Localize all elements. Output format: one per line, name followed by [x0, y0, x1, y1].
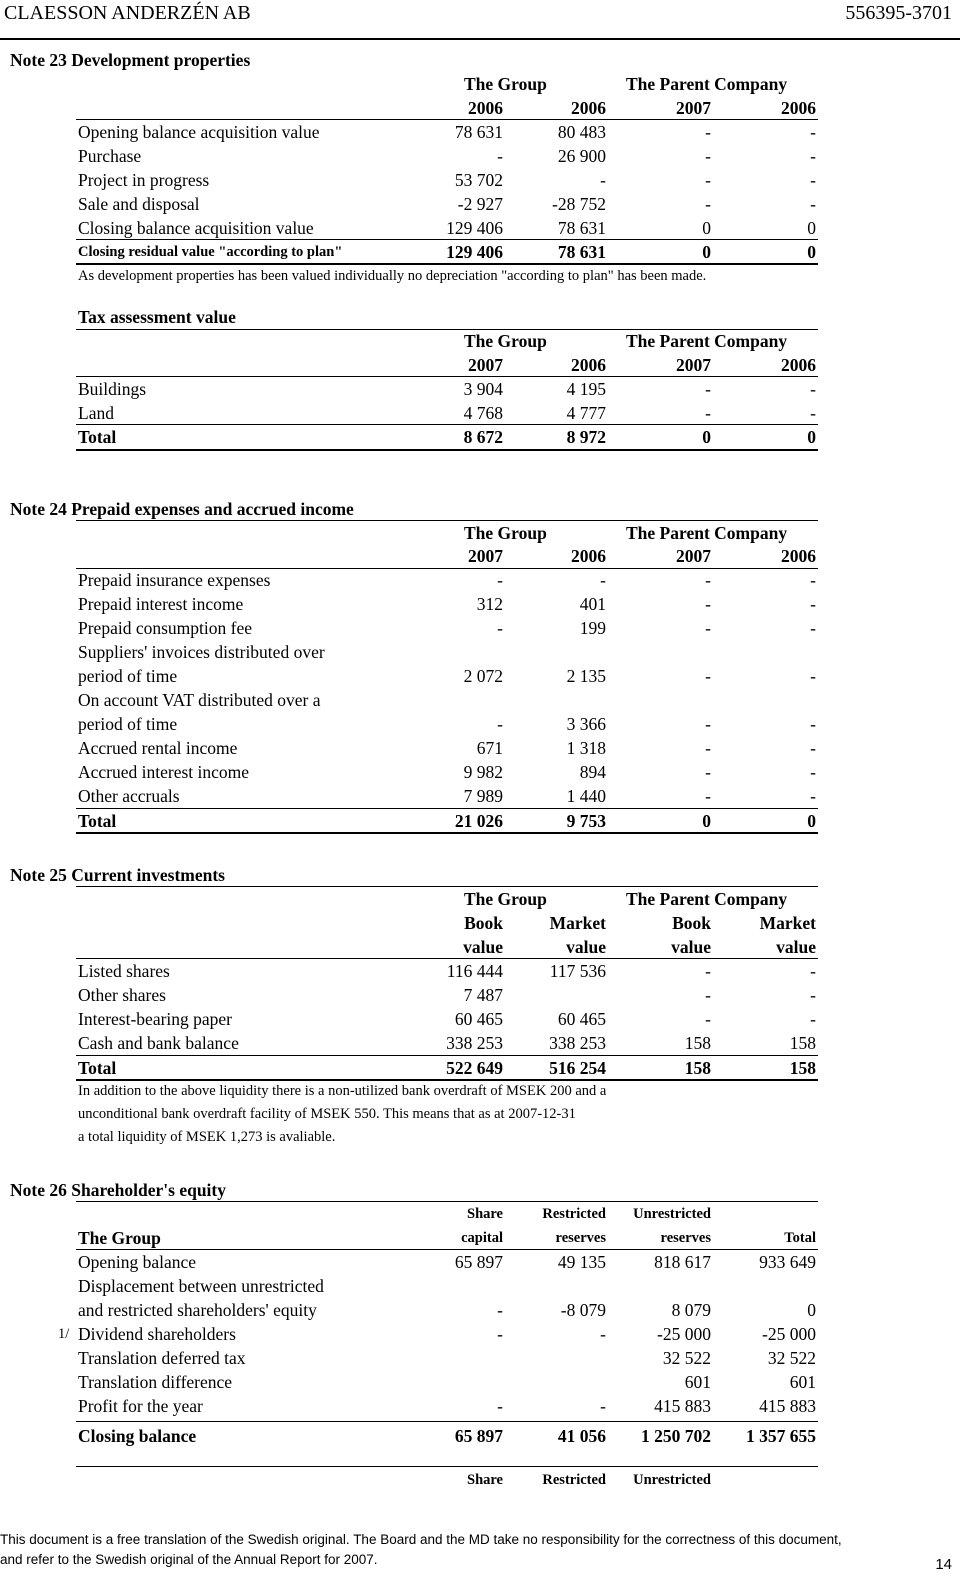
note24-row-label-cont: period of time: [78, 714, 178, 734]
note26-row-value-col3: 8 079: [671, 1300, 711, 1320]
tax-row-label: Buildings: [78, 379, 147, 399]
note24-row-value-col2: 1 440: [566, 786, 606, 806]
tax-total-label: Total: [78, 427, 117, 447]
note25-colhead-cont-col1: value: [463, 937, 503, 957]
note26-row-label: Profit for the year: [78, 1396, 203, 1416]
note24-row-value-col4: -: [810, 762, 816, 782]
note23-row-label: Project in progress: [78, 170, 210, 190]
note23-residual-value-col1: 129 406: [446, 242, 503, 262]
note26-next-colhead-col1: Share: [467, 1472, 503, 1488]
tax-year-col2: 2006: [571, 355, 606, 375]
note24-row-label: Prepaid insurance expenses: [78, 570, 271, 590]
tax-row-value-col4: -: [810, 379, 816, 399]
tax-row-value-col3: -: [705, 379, 711, 399]
note26-row-value-col2: -: [600, 1396, 606, 1416]
note24-row-label: Prepaid consumption fee: [78, 618, 252, 638]
note24-row-value-col4: -: [810, 594, 816, 614]
note23-residual-value-col2: 78 631: [557, 242, 606, 262]
note26-row-label: Dividend shareholders: [78, 1324, 236, 1344]
note24-row-value-col4: -: [810, 786, 816, 806]
note26-closing-rule: [76, 1421, 818, 1422]
note24-row-value-col4: -: [810, 666, 816, 686]
note23-row-value-col3: 0: [702, 218, 711, 238]
note25-row-label: Interest-bearing paper: [78, 1009, 233, 1029]
note25-remark-line: unconditional bank overdraft facility of MSEK 550. This means that as at 2007-12-31: [78, 1106, 576, 1122]
note24-parent-heading: The Parent Company: [626, 523, 788, 543]
tax-year-col3: 2007: [676, 355, 711, 375]
note23-row-label: Opening balance acquisition value: [78, 122, 320, 142]
note25-colhead-cont-col2: value: [566, 937, 606, 957]
note24-row-label-cont: period of time: [78, 666, 178, 686]
note26-row-label: Translation difference: [78, 1372, 233, 1392]
tax-title: Tax assessment value: [78, 307, 236, 327]
note26-colhead-cont-col1: capital: [461, 1230, 503, 1246]
note24-row-label: Accrued rental income: [78, 738, 238, 758]
note25-parent-heading: The Parent Company: [626, 889, 788, 909]
note23-row-value-col3: -: [705, 146, 711, 166]
note23-row-value-col4: -: [810, 146, 816, 166]
note24-group-heading: The Group: [464, 523, 547, 543]
note26-row-value-col2: 49 135: [557, 1252, 606, 1272]
note25-row-value-col1: 7 487: [463, 985, 503, 1005]
note25-row-value-col4: 158: [789, 1033, 816, 1053]
note26-next-colhead-col2: Restricted: [542, 1472, 606, 1488]
note23-row-value-col2: 78 631: [557, 218, 606, 238]
note26-row-value-col4: 32 522: [767, 1348, 816, 1368]
note24-year-col2: 2006: [571, 546, 606, 566]
note25-colhead-col2: Market: [549, 913, 606, 933]
note23-row-value-col4: -: [810, 170, 816, 190]
note25-row-label: Other shares: [78, 985, 166, 1005]
note26-colhead-cont-col4: Total: [784, 1230, 816, 1246]
note26-colhead-col3: Unrestricted: [633, 1206, 711, 1222]
note23-year-col4: 2006: [781, 98, 816, 118]
note26-colhead-col2: Restricted: [542, 1206, 606, 1222]
note23-row-value-col3: -: [705, 194, 711, 214]
note26-closing-value-col3: 1 250 702: [641, 1426, 711, 1446]
note24-row-label: Suppliers' invoices distributed over: [78, 642, 325, 662]
note23-row-label: Closing balance acquisition value: [78, 218, 314, 238]
note25-row-value-col3: 158: [684, 1033, 711, 1053]
note26-row-value-col4: 601: [789, 1372, 816, 1392]
note24-row-value-col3: -: [705, 786, 711, 806]
note24-row-value-col3: -: [705, 738, 711, 758]
note24-row-value-col1: -: [497, 714, 503, 734]
note26-closing-value-col4: 1 357 655: [746, 1426, 816, 1446]
note23-residual-label: Closing residual value "according to plan": [78, 244, 343, 260]
note24-title: Note 24 Prepaid expenses and accrued income: [10, 499, 354, 519]
tax-total-value-col1: 8 672: [463, 427, 503, 447]
note24-row-value-col3: -: [705, 762, 711, 782]
note26-colhead-cont-col2: reserves: [555, 1230, 606, 1246]
note23-year-col3: 2007: [676, 98, 711, 118]
note26-row-value-col2: -8 079: [560, 1300, 606, 1320]
note26-title: Note 26 Shareholder's equity: [10, 1180, 226, 1200]
note25-total-value-col1: 522 649: [446, 1058, 503, 1078]
note26-row-value-col1: -: [497, 1396, 503, 1416]
tax-row-value-col2: 4 777: [566, 403, 606, 423]
note25-row-value-col3: -: [705, 985, 711, 1005]
note23-row-value-col1: 129 406: [446, 218, 503, 238]
note23-year-col2: 2006: [571, 98, 606, 118]
tax-row-value-col2: 4 195: [566, 379, 606, 399]
note25-colhead-cont-col4: value: [776, 937, 816, 957]
tax-row-value-col1: 4 768: [463, 403, 503, 423]
note23-row-value-col2: 80 483: [557, 122, 606, 142]
note25-row-value-col2: 60 465: [557, 1009, 606, 1029]
tax-total-value-col4: 0: [807, 427, 816, 447]
page-number: 14: [935, 1556, 952, 1573]
note25-row-value-col1: 60 465: [454, 1009, 503, 1029]
note25-colhead-col4: Market: [759, 913, 816, 933]
note25-total-value-col4: 158: [789, 1058, 816, 1078]
note24-bottom-rule: [76, 832, 818, 834]
note24-row-value-col4: -: [810, 714, 816, 734]
note26-colhead-col1: Share: [467, 1206, 503, 1222]
note26-closing-value-col1: 65 897: [454, 1426, 503, 1446]
note24-row-value-col1: 7 989: [463, 786, 503, 806]
note25-row-value-col1: 338 253: [446, 1033, 503, 1053]
note24-total-value-col3: 0: [702, 811, 711, 831]
note23-row-value-col1: -2 927: [457, 194, 503, 214]
note24-row-label: Accrued interest income: [78, 762, 250, 782]
tax-year-col1: 2007: [468, 355, 503, 375]
note26-row-value-col3: 32 522: [662, 1348, 711, 1368]
tax-row-value-col3: -: [705, 403, 711, 423]
note26-row-value-col4: 415 883: [759, 1396, 816, 1416]
note23-row-value-col3: -: [705, 122, 711, 142]
org-number: 556395-3701: [845, 2, 952, 24]
note23-year-col1: 2006: [468, 98, 503, 118]
note24-row-value-col4: -: [810, 618, 816, 638]
note26-row-value-col1: 65 897: [454, 1252, 503, 1272]
note23-row-label: Purchase: [78, 146, 142, 166]
note24-row-label: Prepaid interest income: [78, 594, 244, 614]
note24-row-value-col3: -: [705, 714, 711, 734]
note24-row-value-col1: 671: [476, 738, 503, 758]
note26-row-value-col4: 0: [807, 1300, 816, 1320]
note25-row-value-col2: 338 253: [549, 1033, 606, 1053]
tax-row-value-col1: 3 904: [463, 379, 503, 399]
note24-row-value-col3: -: [705, 618, 711, 638]
tax-total-value-col3: 0: [702, 427, 711, 447]
note24-row-value-col2: 3 366: [566, 714, 606, 734]
note26-footnote-marker: 1/: [58, 1326, 70, 1342]
note23-row-value-col4: -: [810, 194, 816, 214]
tax-total-value-col2: 8 972: [566, 427, 606, 447]
note23-row-value-col3: -: [705, 170, 711, 190]
tax-group-heading: The Group: [464, 331, 547, 351]
note24-row-value-col2: 2 135: [566, 666, 606, 686]
note23-row-value-col4: 0: [807, 218, 816, 238]
note25-colhead-cont-col3: value: [671, 937, 711, 957]
note25-title: Note 25 Current investments: [10, 865, 225, 885]
tax-row-value-col4: -: [810, 403, 816, 423]
note23-row-label: Sale and disposal: [78, 194, 200, 214]
note23-row-value-col4: -: [810, 122, 816, 142]
note24-row-label: On account VAT distributed over a: [78, 690, 321, 710]
note25-row-label: Listed shares: [78, 961, 170, 981]
note25-remark-line: a total liquidity of MSEK 1,273 is avaliable.: [78, 1129, 336, 1145]
company-name: CLAESSON ANDERZÉN AB: [4, 2, 251, 24]
note26-row-label: Opening balance: [78, 1252, 197, 1272]
note24-row-value-col3: -: [705, 666, 711, 686]
note26-row-value-col3: 601: [684, 1372, 711, 1392]
footer-disclaimer-line2: and refer to the Swedish original of the Annual Report for 2007.: [0, 1552, 378, 1567]
note25-colhead-col3: Book: [672, 913, 711, 933]
note24-year-col1: 2007: [468, 546, 503, 566]
note25-colhead-col1: Book: [464, 913, 503, 933]
note26-row-value-col1: -: [497, 1324, 503, 1344]
note24-row-value-col4: -: [810, 738, 816, 758]
note25-total-value-col3: 158: [684, 1058, 711, 1078]
note26-next-colhead-col3: Unrestricted: [633, 1472, 711, 1488]
note24-total-value-col2: 9 753: [566, 811, 606, 831]
note26-next-rule: [76, 1466, 818, 1467]
note23-row-value-col1: -: [497, 146, 503, 166]
note26-row-label-cont: and restricted shareholders' equity: [78, 1300, 317, 1320]
note25-group-heading: The Group: [464, 889, 547, 909]
note24-row-value-col1: 312: [476, 594, 503, 614]
note26-row-label: Displacement between unrestricted: [78, 1276, 324, 1296]
note25-row-label: Cash and bank balance: [78, 1033, 239, 1053]
note24-row-value-col2: -: [600, 570, 606, 590]
note26-closing-label: Closing balance: [78, 1426, 197, 1446]
note24-row-value-col1: -: [497, 618, 503, 638]
note25-row-value-col4: -: [810, 985, 816, 1005]
note25-row-value-col2: 117 536: [549, 961, 606, 981]
note25-total-label: Total: [78, 1058, 117, 1078]
tax-row-label: Land: [78, 403, 114, 423]
footer-disclaimer-line1: This document is a free translation of the Swedish original. The Board and the MD take no responsibility for the correctness of this document,: [0, 1532, 842, 1547]
note24-row-value-col3: -: [705, 594, 711, 614]
note24-total-label: Total: [78, 811, 117, 831]
note25-row-value-col4: -: [810, 961, 816, 981]
note23-remark: As development properties has been valued individually no depreciation "according to plan" has been made.: [78, 268, 707, 284]
note23-row-value-col2: -: [600, 170, 606, 190]
note26-row-value-col4: 933 649: [759, 1252, 816, 1272]
note23-row-value-col2: 26 900: [557, 146, 606, 166]
tax-year-col4: 2006: [781, 355, 816, 375]
note23-row-value-col2: -28 752: [552, 194, 606, 214]
note23-row-value-col1: 53 702: [454, 170, 503, 190]
tax-parent-heading: The Parent Company: [626, 331, 788, 351]
header-rule: [0, 38, 960, 40]
note25-remark-line: In addition to the above liquidity there is a non-utilized bank overdraft of MSEK 200 and a: [78, 1083, 607, 1099]
note26-colhead-cont-col3: reserves: [660, 1230, 711, 1246]
note24-row-value-col1: 2 072: [463, 666, 503, 686]
note24-row-value-col2: 401: [579, 594, 606, 614]
note26-row-value-col3: 818 617: [654, 1252, 711, 1272]
note24-row-value-col2: 894: [579, 762, 606, 782]
note24-row-value-col3: -: [705, 570, 711, 590]
note25-total-value-col2: 516 254: [549, 1058, 606, 1078]
tax-bottom-rule: [76, 449, 818, 451]
note26-group-label: The Group: [78, 1228, 161, 1248]
note24-row-value-col2: 1 318: [566, 738, 606, 758]
note25-row-value-col3: -: [705, 1009, 711, 1029]
note23-parent-heading: The Parent Company: [626, 74, 788, 94]
note23-residual-value-col4: 0: [807, 242, 816, 262]
note26-row-value-col2: -: [600, 1324, 606, 1344]
note26-row-value-col3: -25 000: [657, 1324, 711, 1344]
note24-row-value-col2: 199: [579, 618, 606, 638]
note24-total-value-col1: 21 026: [454, 811, 503, 831]
note23-group-heading: The Group: [464, 74, 547, 94]
note24-row-value-col1: -: [497, 570, 503, 590]
note24-row-value-col4: -: [810, 570, 816, 590]
note24-row-value-col1: 9 982: [463, 762, 503, 782]
note25-row-value-col4: -: [810, 1009, 816, 1029]
note26-closing-value-col2: 41 056: [557, 1426, 606, 1446]
note25-row-value-col3: -: [705, 961, 711, 981]
note26-row-value-col3: 415 883: [654, 1396, 711, 1416]
note25-row-value-col1: 116 444: [446, 961, 503, 981]
note24-row-label: Other accruals: [78, 786, 180, 806]
note23-residual-value-col3: 0: [702, 242, 711, 262]
note23-row-value-col1: 78 631: [454, 122, 503, 142]
note23-title: Note 23 Development properties: [10, 50, 251, 70]
note24-total-value-col4: 0: [807, 811, 816, 831]
note26-row-label: Translation deferred tax: [78, 1348, 246, 1368]
note26-row-value-col4: -25 000: [762, 1324, 816, 1344]
note24-year-col3: 2007: [676, 546, 711, 566]
note24-year-col4: 2006: [781, 546, 816, 566]
note26-row-value-col1: -: [497, 1300, 503, 1320]
